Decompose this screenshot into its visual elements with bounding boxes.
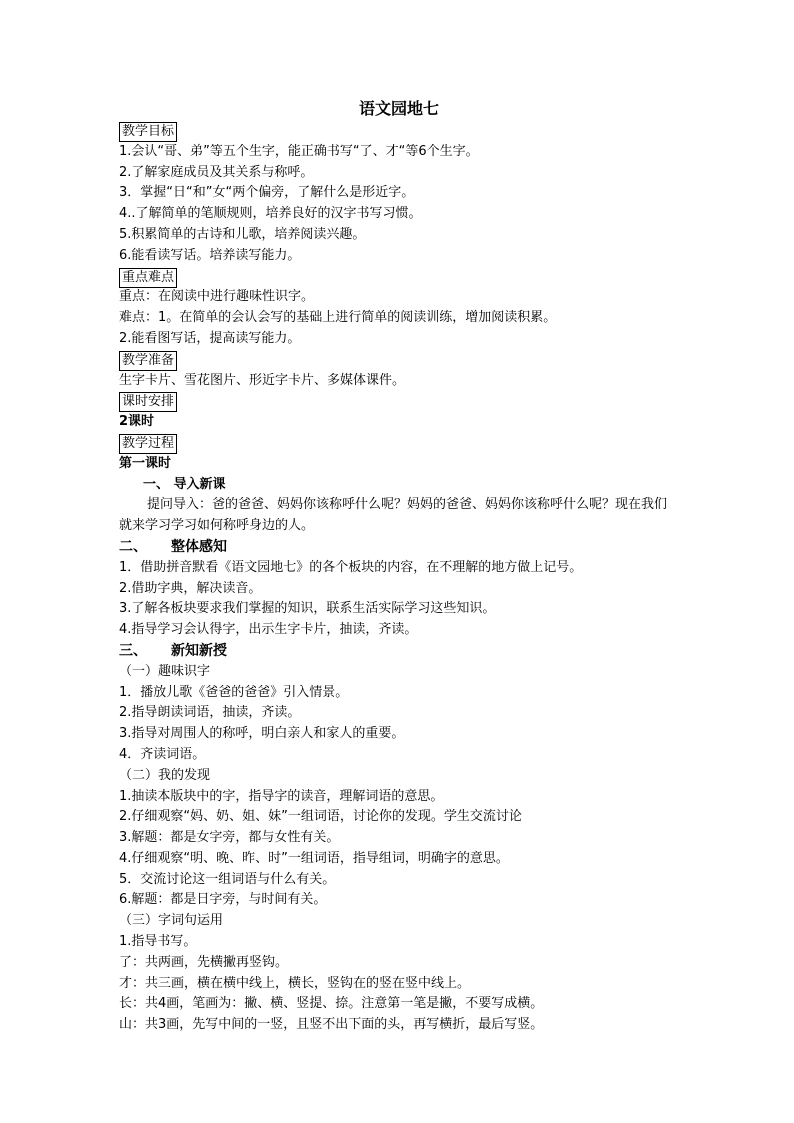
sub1-item: 4．齐读词语。 [119,746,206,762]
goal-item: 3．掌握“日“和”女“两个偏旁，了解什么是形近字。 [119,185,415,201]
sub2-item: 4.仔细观察“明、晚、昨、时”一组词语，指导组词，明确字的意思。 [119,850,509,866]
sub3-item: 了：共两画，先横撇再竖钩。 [119,954,289,970]
sub1-heading: （一）趣味识字 [119,663,211,679]
prep-item: 生字卡片、雪花图片、形近字卡片、多媒体课件。 [119,372,406,388]
sub3-item: 山：共3画，先写中间的一竖，且竖不出下面的头，再写横折，最后写竖。 [119,1017,544,1033]
section-label-schedule: 课时安排 [119,392,177,412]
goal-item: 4..了解简单的笔顺规则，培养良好的汉字书写习惯。 [119,206,422,222]
key-point-item: 重点：在阅读中进行趣味性识字。 [119,289,315,305]
sub3-item: 长：共4画，笔画为：撇、横、竖提、捺。注意第一笔是撇，不要写成横。 [119,996,544,1012]
part3-heading [119,641,679,662]
part1-text: 提问导入：爸的爸爸、妈妈你该称呼什么呢？妈妈的爸爸、妈妈你该称呼什么呢？现在我们就来学习学习如何称呼身边的人。 [119,497,668,534]
goal-item: 1.会认“哥、弟”等五个生字，能正确书写“了、才“等6个生字。 [119,143,479,159]
part2-heading [119,537,679,558]
part2-item: 2.借助字典，解决读音。 [119,580,262,596]
document-body [119,121,679,1036]
section-label-key-points: 重点难点 [119,268,177,288]
goal-item: 2.了解家庭成员及其关系与称呼。 [119,164,314,180]
section-label-process: 教学过程 [119,434,177,454]
lesson-heading: 第一课时 [119,455,172,471]
sub2-item: 1.抽读本版块中的字，指导字的读音，理解词语的意思。 [119,788,444,804]
part2-item: 3.了解各板块要求我们掌握的知识，联系生活实际学习这些知识。 [119,601,496,617]
sub1-item: 1．播放儿歌《爸爸的爸爸》引入情景。 [119,684,349,700]
sub2-item: 3.解题：都是女字旁，都与女性有关。 [119,830,340,846]
part1-heading: 一、 导入新课 [143,476,226,492]
sub3-item: 1.指导书写。 [119,934,197,950]
document-title: 语文园地七 [358,99,439,118]
sub2-item: 6.解题：都是日字旁，与时间有关。 [119,892,327,908]
part3-number: 三、 [119,642,147,659]
sub2-heading: （二）我的发现 [119,767,211,783]
part2-number: 二、 [119,538,147,555]
part2-item: 4.指导学习会认得字，出示生字卡片，抽读，齐读。 [119,622,418,638]
sub2-item: 5．交流讨论这一组词语与什么有关。 [119,871,336,887]
key-point-item: 2.能看图写话，提高读写能力。 [119,330,301,346]
sub1-item: 3.指导对周围人的称呼，明白亲人和家人的重要。 [119,726,405,742]
part2-title: 整体感知 [171,538,227,555]
part2-item: 1．借助拼音默看《语文园地七》的各个板块的内容，在不理解的地方做上记号。 [119,559,583,575]
goal-item: 5.积累简单的古诗和儿歌，培养阅读兴趣。 [119,226,366,242]
sub3-item: 才：共三画，横在横中线上，横长，竖钩在的竖在竖中线上。 [119,975,471,991]
schedule-value: 2课时 [119,414,155,430]
part3-title: 新知新授 [171,642,227,659]
section-label-goals: 教学目标 [119,122,177,142]
sub3-heading: （三）字词句运用 [119,913,224,929]
key-point-item: 难点：1。在简单的会认会写的基础上进行简单的阅读训练，增加阅读积累。 [119,310,557,326]
sub1-item: 2.指导朗读词语，抽读，齐读。 [119,705,301,721]
goal-item: 6.能看读写话。培养读写能力。 [119,247,301,263]
section-label-prep: 教学准备 [119,351,177,371]
sub2-item: 2.仔细观察“妈、奶、姐、妹”一组词语，讨论你的发现。学生交流讨论 [119,809,522,825]
